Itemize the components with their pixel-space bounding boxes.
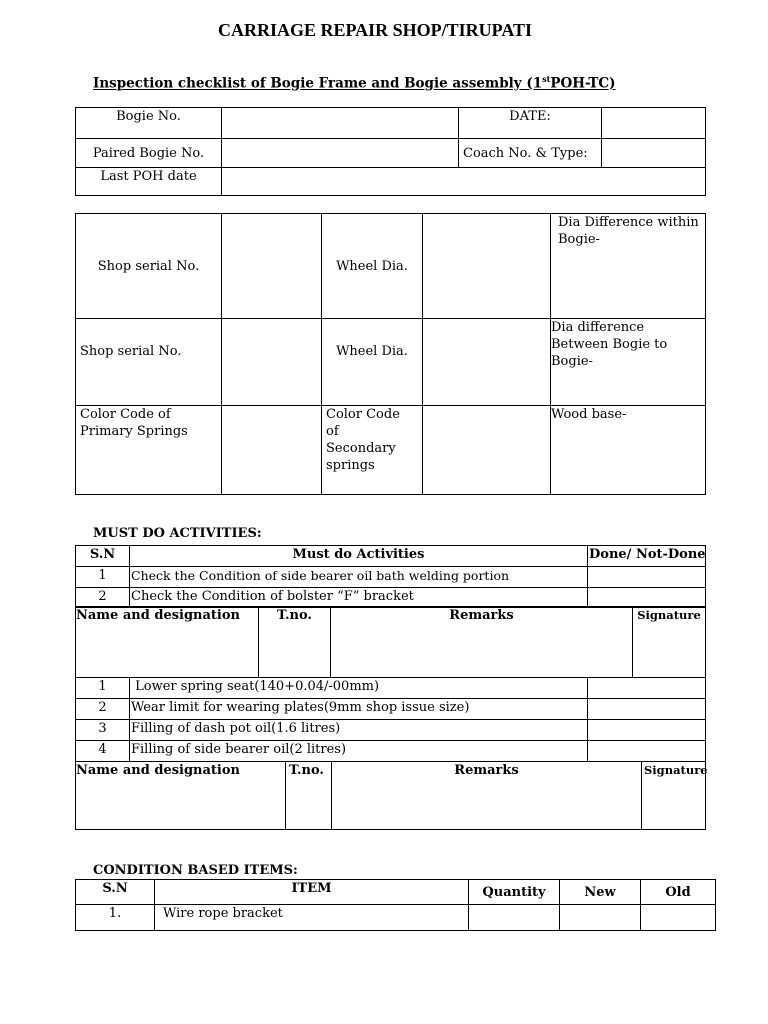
table-row [76,720,706,741]
condition-old-header: Old [641,880,716,905]
activity-sn: 1 [76,678,130,699]
activity-done-field[interactable] [588,720,706,741]
shop-serial-label-1: Shop serial No. [76,214,222,319]
condition-new-header: New [560,880,641,905]
color-code-secondary-label: Color Code of Secondary springs [322,406,423,495]
signature-label: Signature [642,762,706,830]
subtitle-superscript: st [542,74,551,84]
remarks-label: Remarks [331,607,633,678]
condition-sn: 1. [76,905,155,931]
condition-item-header: ITEM [155,880,469,905]
subtitle-text: Inspection checklist of Bogie Frame and Bogie assembly (1 [93,75,543,92]
activity-done-field[interactable] [588,741,706,762]
shop-serial-label-2: Shop serial No. [76,319,222,406]
wheel-spring-table [75,213,706,495]
must-do-activities-header: Must do Activities [130,546,588,567]
condition-new-field[interactable] [560,905,641,931]
activity-sn: 4 [76,741,130,762]
activity-done-field[interactable] [588,678,706,699]
activity-text: Check the Condition of side bearer oil bath welding portion [130,567,588,588]
shop-serial-field-1[interactable] [222,214,322,319]
shop-serial-field-2[interactable] [222,319,322,406]
table-row [76,588,706,608]
wheel-dia-label-2: Wheel Dia. [322,319,423,406]
color-code-primary-label: Color Code of Primary Springs [76,406,222,495]
table-row [76,678,706,699]
bogie-no-field[interactable] [222,108,459,139]
last-poh-date-label: Last POH date [76,168,222,196]
coach-no-type-label: Coach No. & Type: [459,139,602,168]
activity-text: Check the Condition of bolster “F” bracket [130,588,588,608]
dia-difference-within-label: Dia Difference within Bogie- [551,214,706,319]
bogie-info-table [75,107,706,196]
activity-done-field[interactable] [588,567,706,588]
last-poh-date-field[interactable] [222,168,706,196]
wheel-dia-field-1[interactable] [423,214,551,319]
subtitle-suffix: POH-TC) [550,75,616,92]
tno-label: T.no. [259,607,331,678]
condition-quantity-header: Quantity [469,880,560,905]
page-title: CARRIAGE REPAIR SHOP/TIRUPATI [217,20,533,40]
table-row [76,905,716,931]
name-designation-label: Name and designation [76,607,259,678]
activity-sn: 1 [76,567,130,588]
condition-quantity-field[interactable] [469,905,560,931]
wheel-dia-field-2[interactable] [423,319,551,406]
paired-bogie-no-label: Paired Bogie No. [76,139,222,168]
condition-heading: CONDITION BASED ITEMS: [93,863,298,878]
activity-text: Wear limit for wearing plates(9mm shop issue size) [130,699,588,720]
dia-difference-between-label: Dia difference Between Bogie to Bogie- [551,319,706,406]
condition-items-table [75,879,716,931]
color-code-primary-field[interactable] [222,406,322,495]
table-row [76,741,706,762]
activity-sn: 2 [76,588,130,608]
activity-sn: 2 [76,699,130,720]
activity-done-field[interactable] [588,588,706,608]
wheel-dia-label-1: Wheel Dia. [322,214,423,319]
signoff-table-2 [75,761,706,830]
must-do-table-b [75,677,706,762]
activity-text: Filling of side bearer oil(2 litres) [130,741,588,762]
activity-sn: 3 [76,720,130,741]
must-do-heading: MUST DO ACTIVITIES: [93,526,262,541]
bogie-no-label: Bogie No. [76,108,222,139]
tno-label: T.no. [286,762,332,830]
document-subtitle [93,74,616,92]
condition-old-field[interactable] [641,905,716,931]
wood-base-label: Wood base- [551,406,706,495]
date-field[interactable] [602,108,706,139]
signoff-table-1 [75,606,706,678]
table-row [76,699,706,720]
date-label: DATE: [459,108,602,139]
condition-item: Wire rope bracket [155,905,469,931]
condition-sn-header: S.N [76,880,155,905]
activity-done-field[interactable] [588,699,706,720]
signature-label: Signature [633,607,706,678]
must-do-table-a [75,545,706,608]
must-do-sn-header: S.N [76,546,130,567]
table-row [76,567,706,588]
coach-no-type-field[interactable] [602,139,706,168]
must-do-done-header: Done/ Not-Done [588,546,706,567]
remarks-label: Remarks [332,762,642,830]
activity-text: Lower spring seat(140+0.04/-00mm) [130,678,588,699]
activity-text: Filling of dash pot oil(1.6 litres) [130,720,588,741]
color-code-secondary-field[interactable] [423,406,551,495]
paired-bogie-no-field[interactable] [222,139,459,168]
name-designation-label: Name and designation [76,762,286,830]
